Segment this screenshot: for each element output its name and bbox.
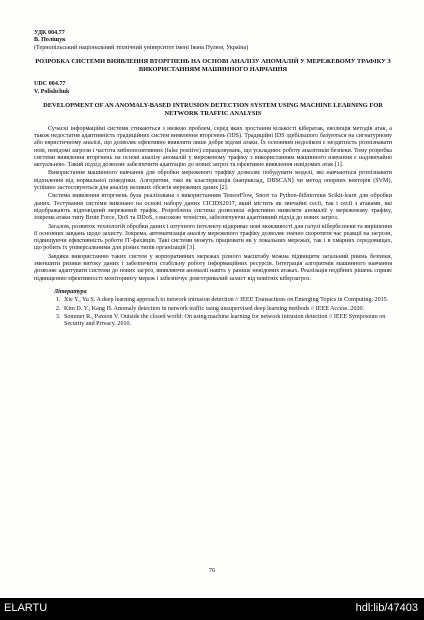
page-number: 76 (208, 567, 216, 574)
paragraph: Завдяки використанню таких систем у корпоративних мережах різного масштабу можна підвищити загальний рівень безпеки, зменшити ризики витоку даних і забезпечити стабільну роботу інформаційних ресурсів. Інтеграція алгоритмів машинного навчання дозволяє адаптувати системи до нових загроз, виявляючи аномалії навіть у раніше невідомих атаках. Реалізація подібних рішень сприяє підвищенню ефективності моніторингу мереж і забезпечує довготривалий захист від новітніх кіберзагроз. (34, 253, 392, 282)
paragraph: Система виявлення вторгнень була реалізована з використанням TensorFlow, Snort та Python-бібліотеки Scikit-learn для обробки даних. Тестування системи виконано на основі набору даних CICIDS2017, який містить як звичайні сесії, так і сесії з атаками, які відображають відповідний мережевий трафік. Розроблена система дозволила ефективно виявляти аномалії у мережевому трафіку, зокрема атаки типу Brute Force, DoS та DDoS, з високою точністю, забезпечуючи адаптивний підхід до нових загроз. (34, 193, 392, 222)
affiliation: (Тернопільський національний технічний університет імені Івана Пулюя, Україна) (34, 44, 249, 51)
repository-name: ELARTU (4, 602, 48, 614)
reference-list (34, 297, 392, 328)
reference-item: 2. Kim D. Y., Kang H. Anomaly detection in network traffic using unsupervised deep learning methods // IEEE Access. 2020. (62, 306, 392, 313)
udc-ua: УДК 004.77 (34, 30, 65, 36)
title-en: DEVELOPMENT OF AN ANOMALY-BASED INTRUSION DETECTION SYSTEM USING MACHINE LEARNING FOR NETWORK TRAFFIC ANALYSIS (43, 102, 383, 117)
title-ua: РОЗРОБКА СИСТЕМИ ВИЯВЛЕННЯ ВТОРГНЕНЬ НА ОСНОВІ АНАЛІЗУ АНОМАЛІЙ У МЕРЕЖЕВОМУ ТРАФІКУ З ВИКОРИСТАННЯМ МАШИННОГО НАВЧАННЯ (35, 57, 391, 73)
paragraph: Сучасні інформаційні системи стикаються з низкою проблем, серед яких зростання кількості кібератак, еволюція методів атак, а також недостатня адаптивність традиційних систем виявлення вторгнень (IDS). Традиційні IDS здебільшого базуються на сигнатурному або евристичному аналізі, що дозволяє ефективно виявляти лише добре відомі атаки. Їх основним недоліком є нездатність розпізнавати нові, невідомі загрози і частота хибнопозитивних (false positive) спрацьовувань, що ускладнює роботу аналітиків безпеки. Тому розробка системи виявлення вторгнень на основі аналізу аномалій у мережевому трафіку з використанням машинного навчання є надзвичайно актуальною. Такий підхід дозволяє забезпечити адаптацію до нових загроз та ефективне виявлення невідомих атак [1]. (34, 125, 392, 169)
article-body (34, 30, 392, 329)
repository-footer-bar (0, 598, 424, 620)
literature-heading: Література (54, 288, 87, 295)
author-ua: В. Поліщук (34, 37, 66, 44)
handle-identifier[interactable]: hdl:lib/47403 (355, 602, 418, 614)
paragraph: Загалом, розвиток технологій обробки даних і штучного інтелекту відкриває нові можливості для галузі кібербезпеки та вирішення її основних завдань щодо захисту. Зокрема, автоматизація аналізу мережевого трафіку дозволяє значно скоротити час реакції на загрози, підвищуючи ефективність роботи ІТ-фахівців. Такі системи можуть працювати як у локальних мережах, так і в хмарних середовищах, що робить їх універсальними для різних типів організацій [3]. (34, 223, 392, 252)
author-en: V. Polishchuk (34, 88, 70, 95)
paragraph: Використання машинного навчання для обробки мережевого трафіку дозволяє побудувати моделі, які навчаються розпізнавати відхилення від нормальної поведінки. Алгоритми, такі як кластеризація (наприклад, DBSCAN) чи метод опорних векторів (SVM), успішно застосовуються для аналізу великих обсягів мережевих даних [2]. (34, 170, 392, 192)
udc-en: UDC 004.77 (34, 81, 66, 88)
reference-item: 3. Sommer R., Paxson V. Outside the closed world: On using machine learning for network intrusion detection // IEEE Symposium on Security and Privacy. 2010. (62, 314, 392, 329)
reference-item: 1. Xie Y., Yu S. A deep learning approach to network intrusion detection // IEEE Transactions on Emerging Topics in Computing. 2015. (62, 297, 392, 304)
